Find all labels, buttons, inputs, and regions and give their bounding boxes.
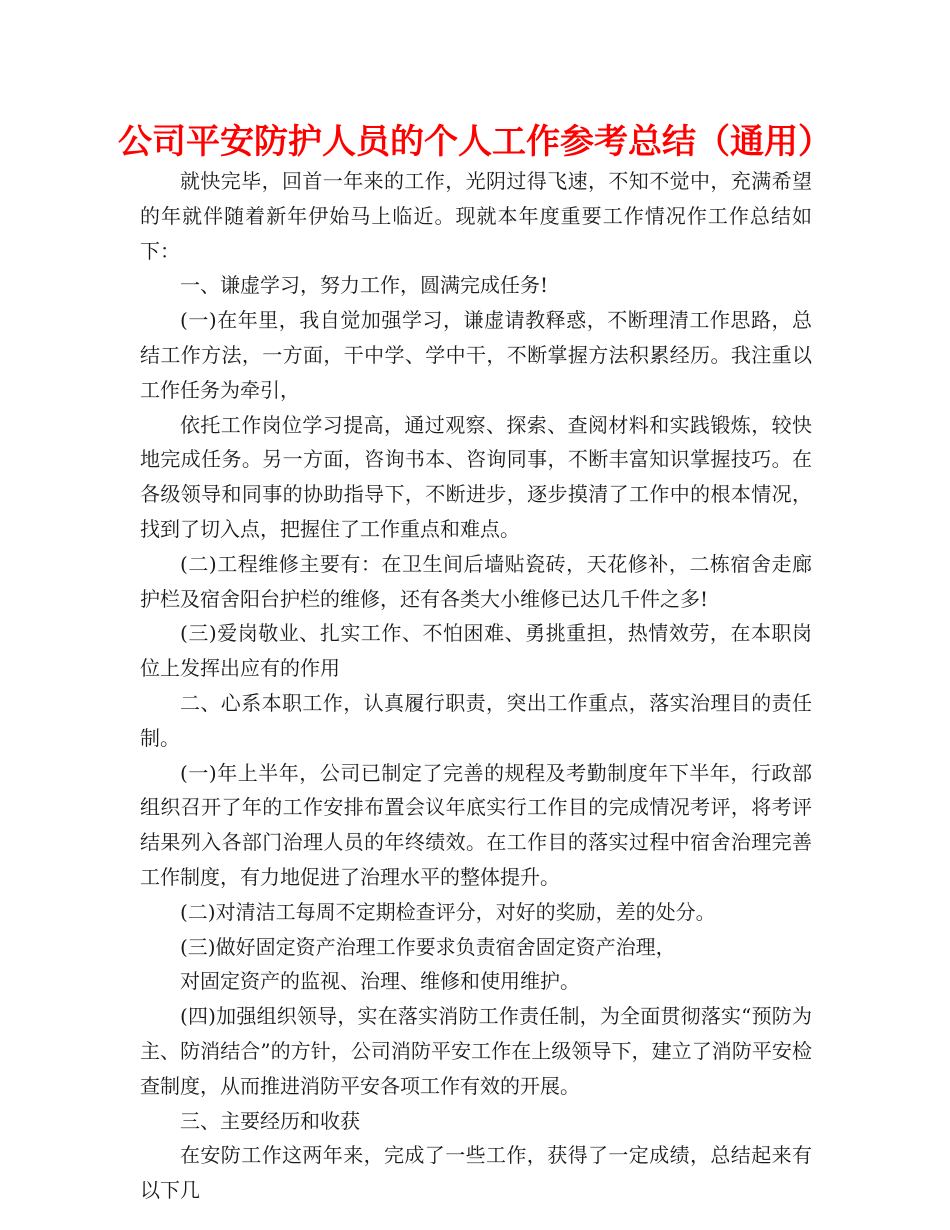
paragraph: 对固定资产的监视、治理、维修和使用维护。 — [180, 969, 580, 994]
paragraph: (三)爱岗敬业、扎实工作、不怕困难、勇挑重担，热情效劳，在本职岗位上发挥出应有的作用 — [140, 621, 812, 681]
paragraph: (二)对清洁工每周不定期检查评分，对好的奖励，差的处分。 — [180, 899, 716, 924]
section-heading: 三、主要经历和收获 — [180, 1108, 360, 1133]
paragraph: 依托工作岗位学习提高，通过观察、探索、查阅材料和实践锻炼，较快地完成任务。另一方面，咨询书本、咨询同事，不断丰富知识掌握技巧。在各级领导和同事的协助指导下，不断进步，逐步摸清了工作中的根本情况，找到了切入点，把握住了工作重点和难点。 — [140, 412, 812, 541]
paragraph: (二)工程维修主要有：在卫生间后墙贴瓷砖，天花修补，二栋宿舍走廊护栏及宿舍阳台护栏的维修，还有各类大小维修已达几千件之多! — [140, 551, 812, 611]
paragraph: (四)加强组织领导，实在落实消防工作责任制，为全面贯彻落实“预防为主、防消结合”的方针，公司消防平安工作在上级领导下，建立了消防平安检查制度，从而推进消防平安各项工作有效的开展。 — [140, 1004, 812, 1098]
section-heading: 一、谦虚学习，努力工作，圆满完成任务! — [180, 273, 549, 298]
paragraph: 就快完毕，回首一年来的工作，光阴过得飞速，不知不觉中，充满希望的年就伴随着新年伊始马上临近。现就本年度重要工作情况作工作总结如下： — [140, 169, 812, 263]
document-title: 公司平安防护人员的个人工作参考总结（通用） — [118, 122, 832, 162]
paragraph: (三)做好固定资产治理工作要求负责宿舍固定资产治理， — [180, 934, 676, 959]
section-heading: 二、心系本职工作，认真履行职责，突出工作重点，落实治理目的责任制。 — [140, 690, 812, 750]
paragraph: 在安防工作这两年来，完成了一些工作，获得了一定成绩，总结起来有以下几 — [140, 1143, 812, 1203]
paragraph: (一)年上半年，公司已制定了完善的规程及考勤制度年下半年，行政部组织召开了年的工作安排布置会议年底实行工作目的完成情况考评，将考评结果列入各部门治理人员的年终绩效。在工作目的落实过程中宿舍治理完善工作制度，有力地促进了治理水平的整体提升。 — [140, 760, 812, 889]
document-body — [140, 164, 812, 1208]
paragraph: (一)在年里，我自觉加强学习，谦虚请教释惑，不断理清工作思路，总结工作方法，一方面，干中学、学中干，不断掌握方法积累经历。我注重以工作任务为牵引， — [140, 308, 812, 402]
